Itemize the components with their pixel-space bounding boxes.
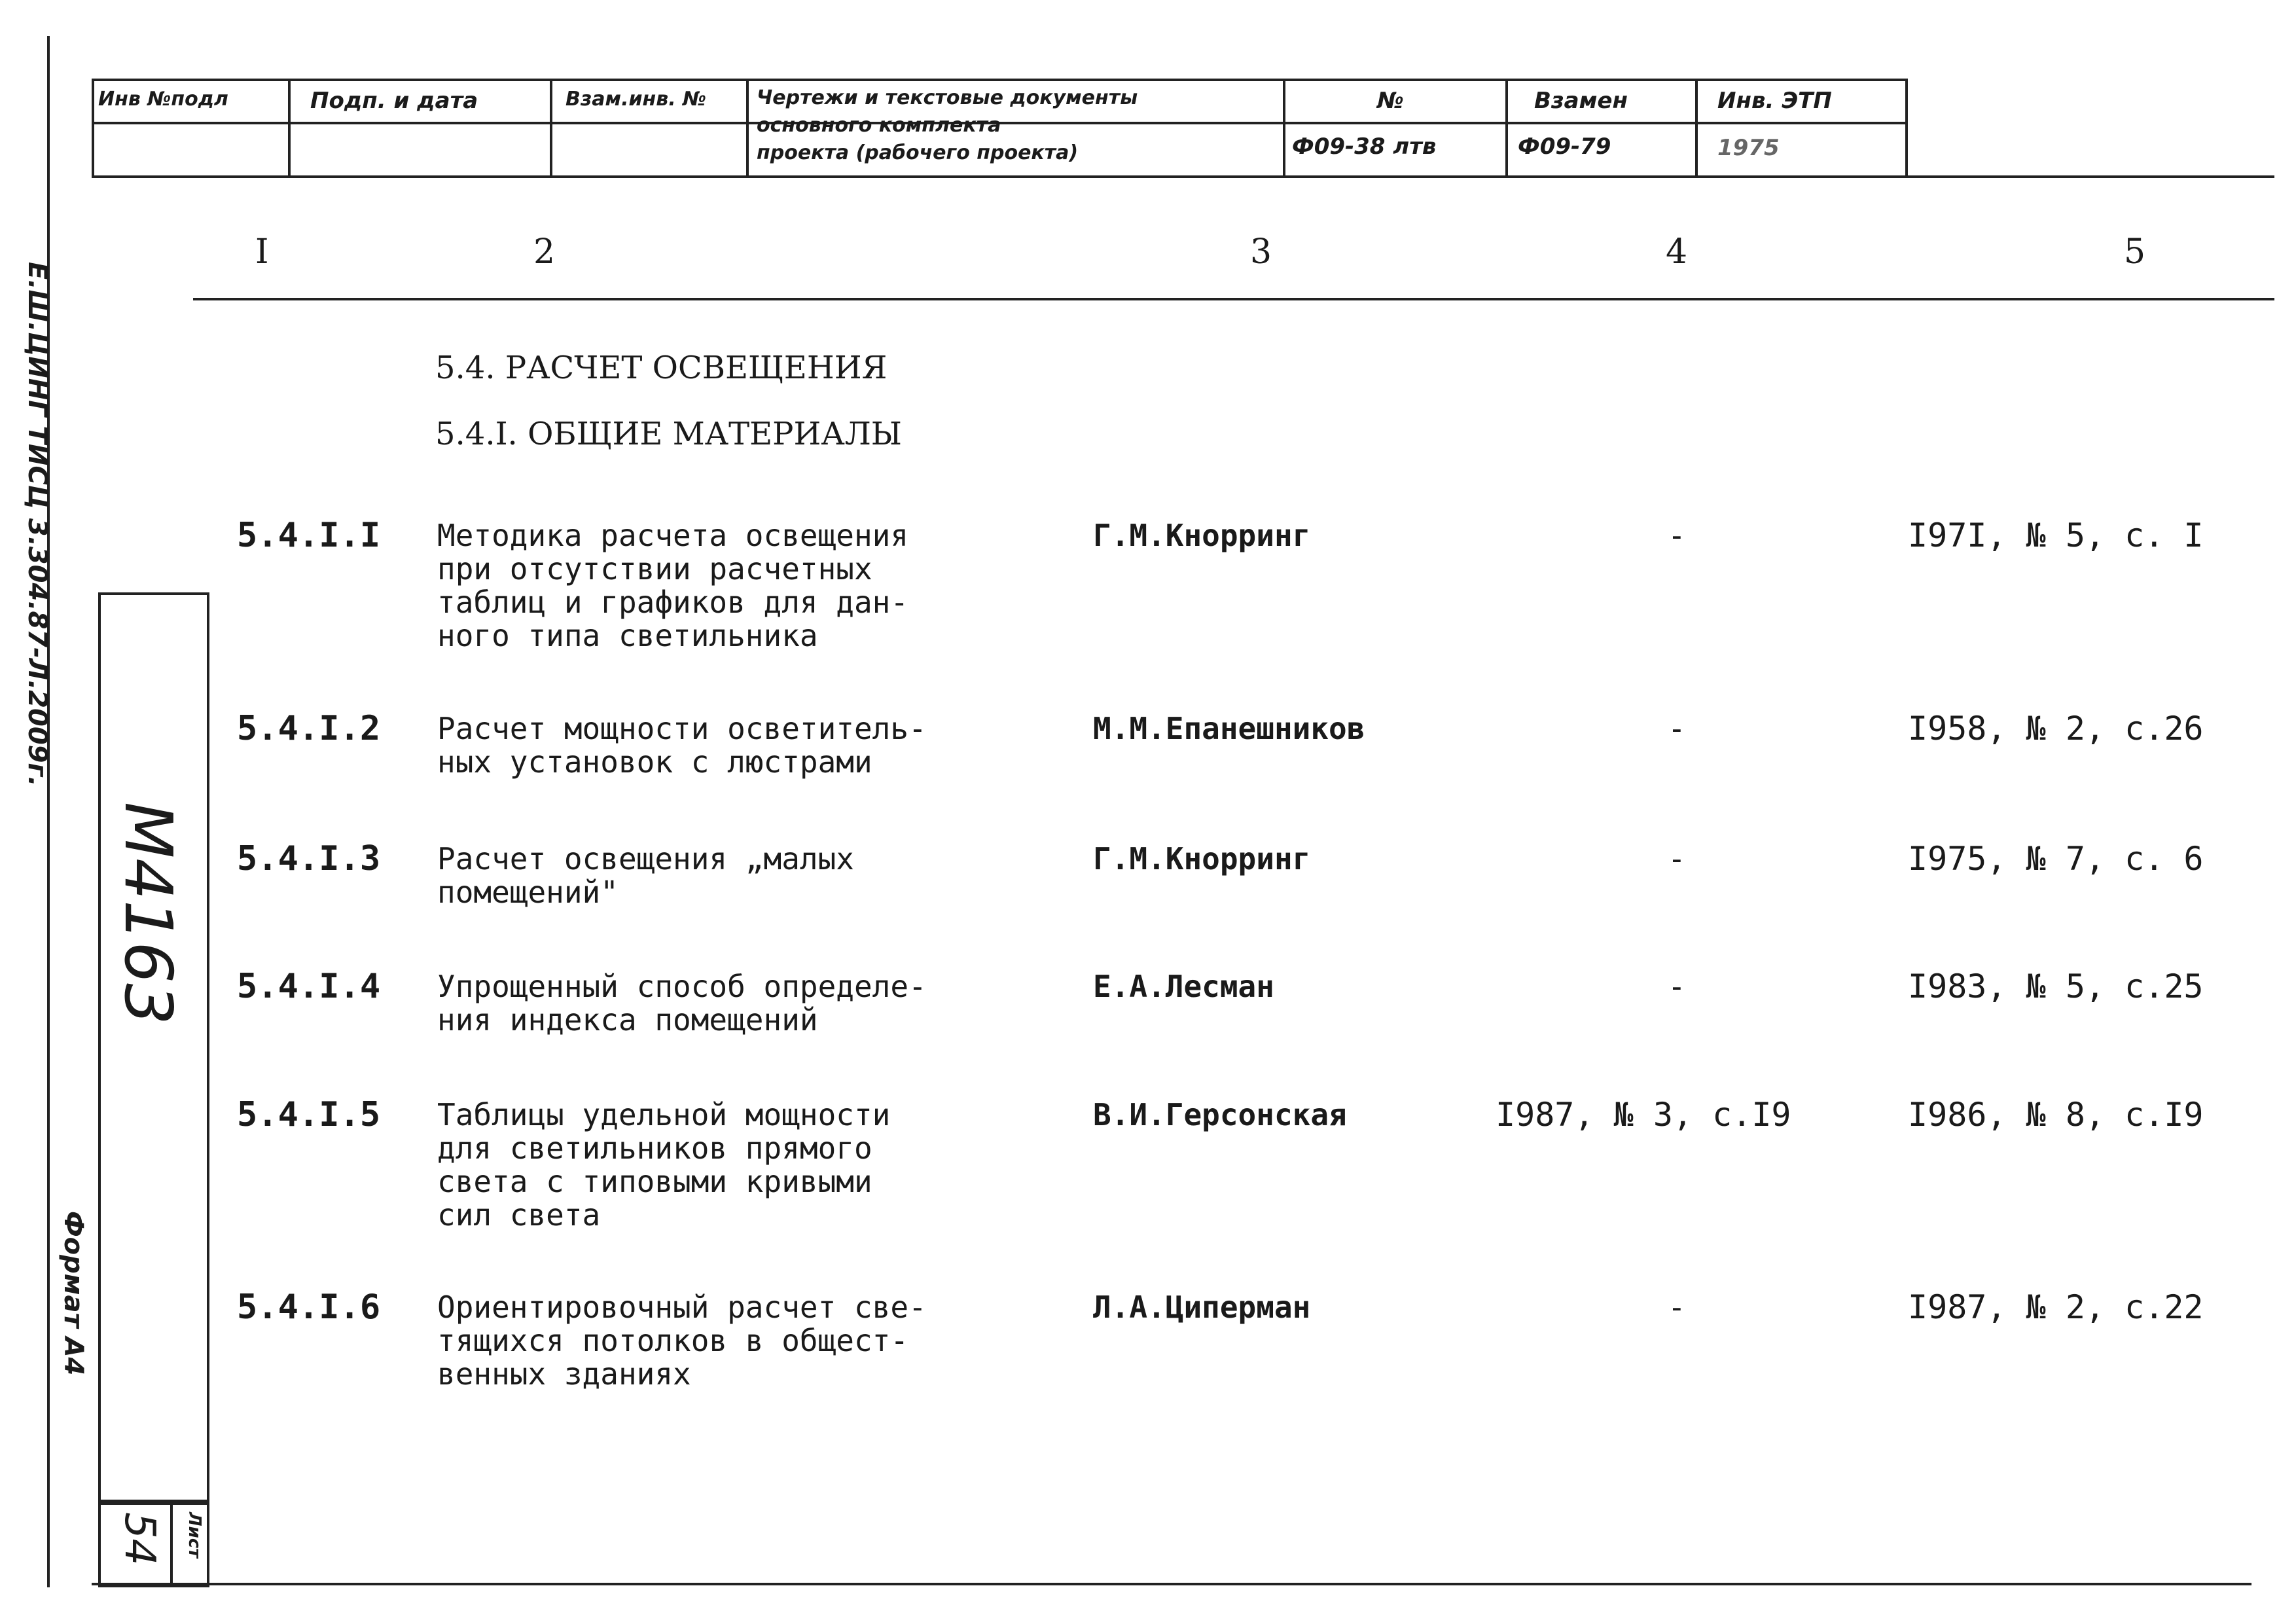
stamp-inv-etp-value: 1975 <box>1717 135 1780 161</box>
row-col5: I987, № 2, с.22 <box>1908 1288 2204 1326</box>
bottom-border-line <box>92 1583 2251 1585</box>
stamp-n-label: № <box>1377 88 1404 114</box>
row-number: 5.4.I.3 <box>237 839 381 878</box>
row-col4: - <box>1668 711 1686 746</box>
column-header-1: I <box>255 232 269 272</box>
row-title-line: света с типовыми кривыми <box>437 1164 872 1199</box>
row-title-line: Ориентировочный расчет све- <box>437 1290 927 1325</box>
stamp-doc-title-line2: основного комплекта <box>757 114 1001 137</box>
stamp-inv-etp-label: Инв. ЭТП <box>1717 88 1832 114</box>
row-author: Л.А.Циперман <box>1093 1290 1311 1325</box>
row-title-line: помещений" <box>437 875 619 910</box>
stamp-vzam-label: Взам.инв. № <box>565 88 707 111</box>
archive-number: М4163 <box>110 802 187 1025</box>
stamp-inv-label: Инв №подл <box>98 88 228 111</box>
row-author: В.И.Герсонская <box>1093 1097 1347 1132</box>
row-title-line: сил света <box>437 1197 601 1233</box>
column-header-3: 3 <box>1250 232 1272 272</box>
row-title-line: Расчет мощности осветитель- <box>437 711 927 746</box>
format-label: Формат А4 <box>58 1211 88 1376</box>
margin-vertical-note: Е.Ш.ЦИНГ ТИСЦ 3.304.87-Л.2009г. <box>22 262 52 787</box>
row-title-line: при отсутствии расчетных <box>437 551 872 586</box>
row-author: М.М.Епанешников <box>1093 711 1365 746</box>
column-header-5: 5 <box>2124 232 2146 272</box>
header-underline <box>193 298 2274 300</box>
column-header-4: 4 <box>1666 232 1688 272</box>
row-col4: - <box>1668 969 1686 1004</box>
page-number-divider <box>170 1502 173 1587</box>
row-title-line: Методика расчета освещения <box>437 518 909 553</box>
stamp-sign-date-label: Подп. и дата <box>310 88 478 114</box>
row-author: Е.А.Лесман <box>1093 969 1274 1004</box>
row-col4: - <box>1668 841 1686 876</box>
row-author: Г.М.Кнорринг <box>1093 841 1311 876</box>
title-stamp <box>92 79 1908 178</box>
row-title-line: ного типа светильника <box>437 618 818 653</box>
row-author: Г.М.Кнорринг <box>1093 518 1311 553</box>
row-title-line: Упрощенный способ определе- <box>437 969 927 1004</box>
row-number: 5.4.I.4 <box>237 967 381 1006</box>
archive-box <box>98 592 209 1502</box>
row-col5: I986, № 8, с.I9 <box>1908 1096 2204 1134</box>
stamp-doc-title-line1: Чертежи и текстовые документы <box>757 86 1138 109</box>
stamp-vzamen-value: Ф09-79 <box>1518 134 1611 160</box>
stamp-vzamen-label: Взамен <box>1534 88 1628 114</box>
row-col4: I987, № 3, с.I9 <box>1496 1096 1791 1134</box>
row-title-line: Расчет освещения „малых <box>437 841 854 876</box>
row-title-line: тящихся потолков в общест- <box>437 1323 909 1358</box>
row-title-line: ных установок с люстрами <box>437 744 872 780</box>
row-title-line: Таблицы удельной мощности <box>437 1097 891 1132</box>
stamp-tail-line <box>1908 175 2274 178</box>
section-title: 5.4. РАСЧЕТ ОСВЕЩЕНИЯ <box>435 350 888 386</box>
row-col5: I983, № 5, с.25 <box>1908 967 2204 1005</box>
row-title-line: венных зданиях <box>437 1356 691 1392</box>
row-number: 5.4.I.5 <box>237 1095 381 1134</box>
row-number: 5.4.I.6 <box>237 1288 381 1327</box>
section-subtitle: 5.4.I. ОБЩИЕ МАТЕРИАЛЫ <box>435 416 902 452</box>
row-title-line: ния индекса помещений <box>437 1002 818 1038</box>
stamp-doc-title-line3: проекта (рабочего проекта) <box>757 141 1079 164</box>
row-number: 5.4.I.I <box>237 516 381 555</box>
column-header-2: 2 <box>533 232 556 272</box>
row-col5: I975, № 7, с. 6 <box>1908 840 2204 878</box>
row-col5: I97I, № 5, с. I <box>1908 516 2204 554</box>
row-col4: - <box>1668 518 1686 553</box>
page-number: 54 <box>115 1512 164 1566</box>
row-title-line: таблиц и графиков для дан- <box>437 585 909 620</box>
row-number: 5.4.I.2 <box>237 709 381 748</box>
stamp-code-value: Ф09-38 лтв <box>1292 134 1437 160</box>
sheet-label: Лист <box>185 1512 204 1559</box>
row-col4: - <box>1668 1290 1686 1325</box>
row-col5: I958, № 2, с.26 <box>1908 710 2204 748</box>
row-title-line: для светильников прямого <box>437 1130 872 1166</box>
